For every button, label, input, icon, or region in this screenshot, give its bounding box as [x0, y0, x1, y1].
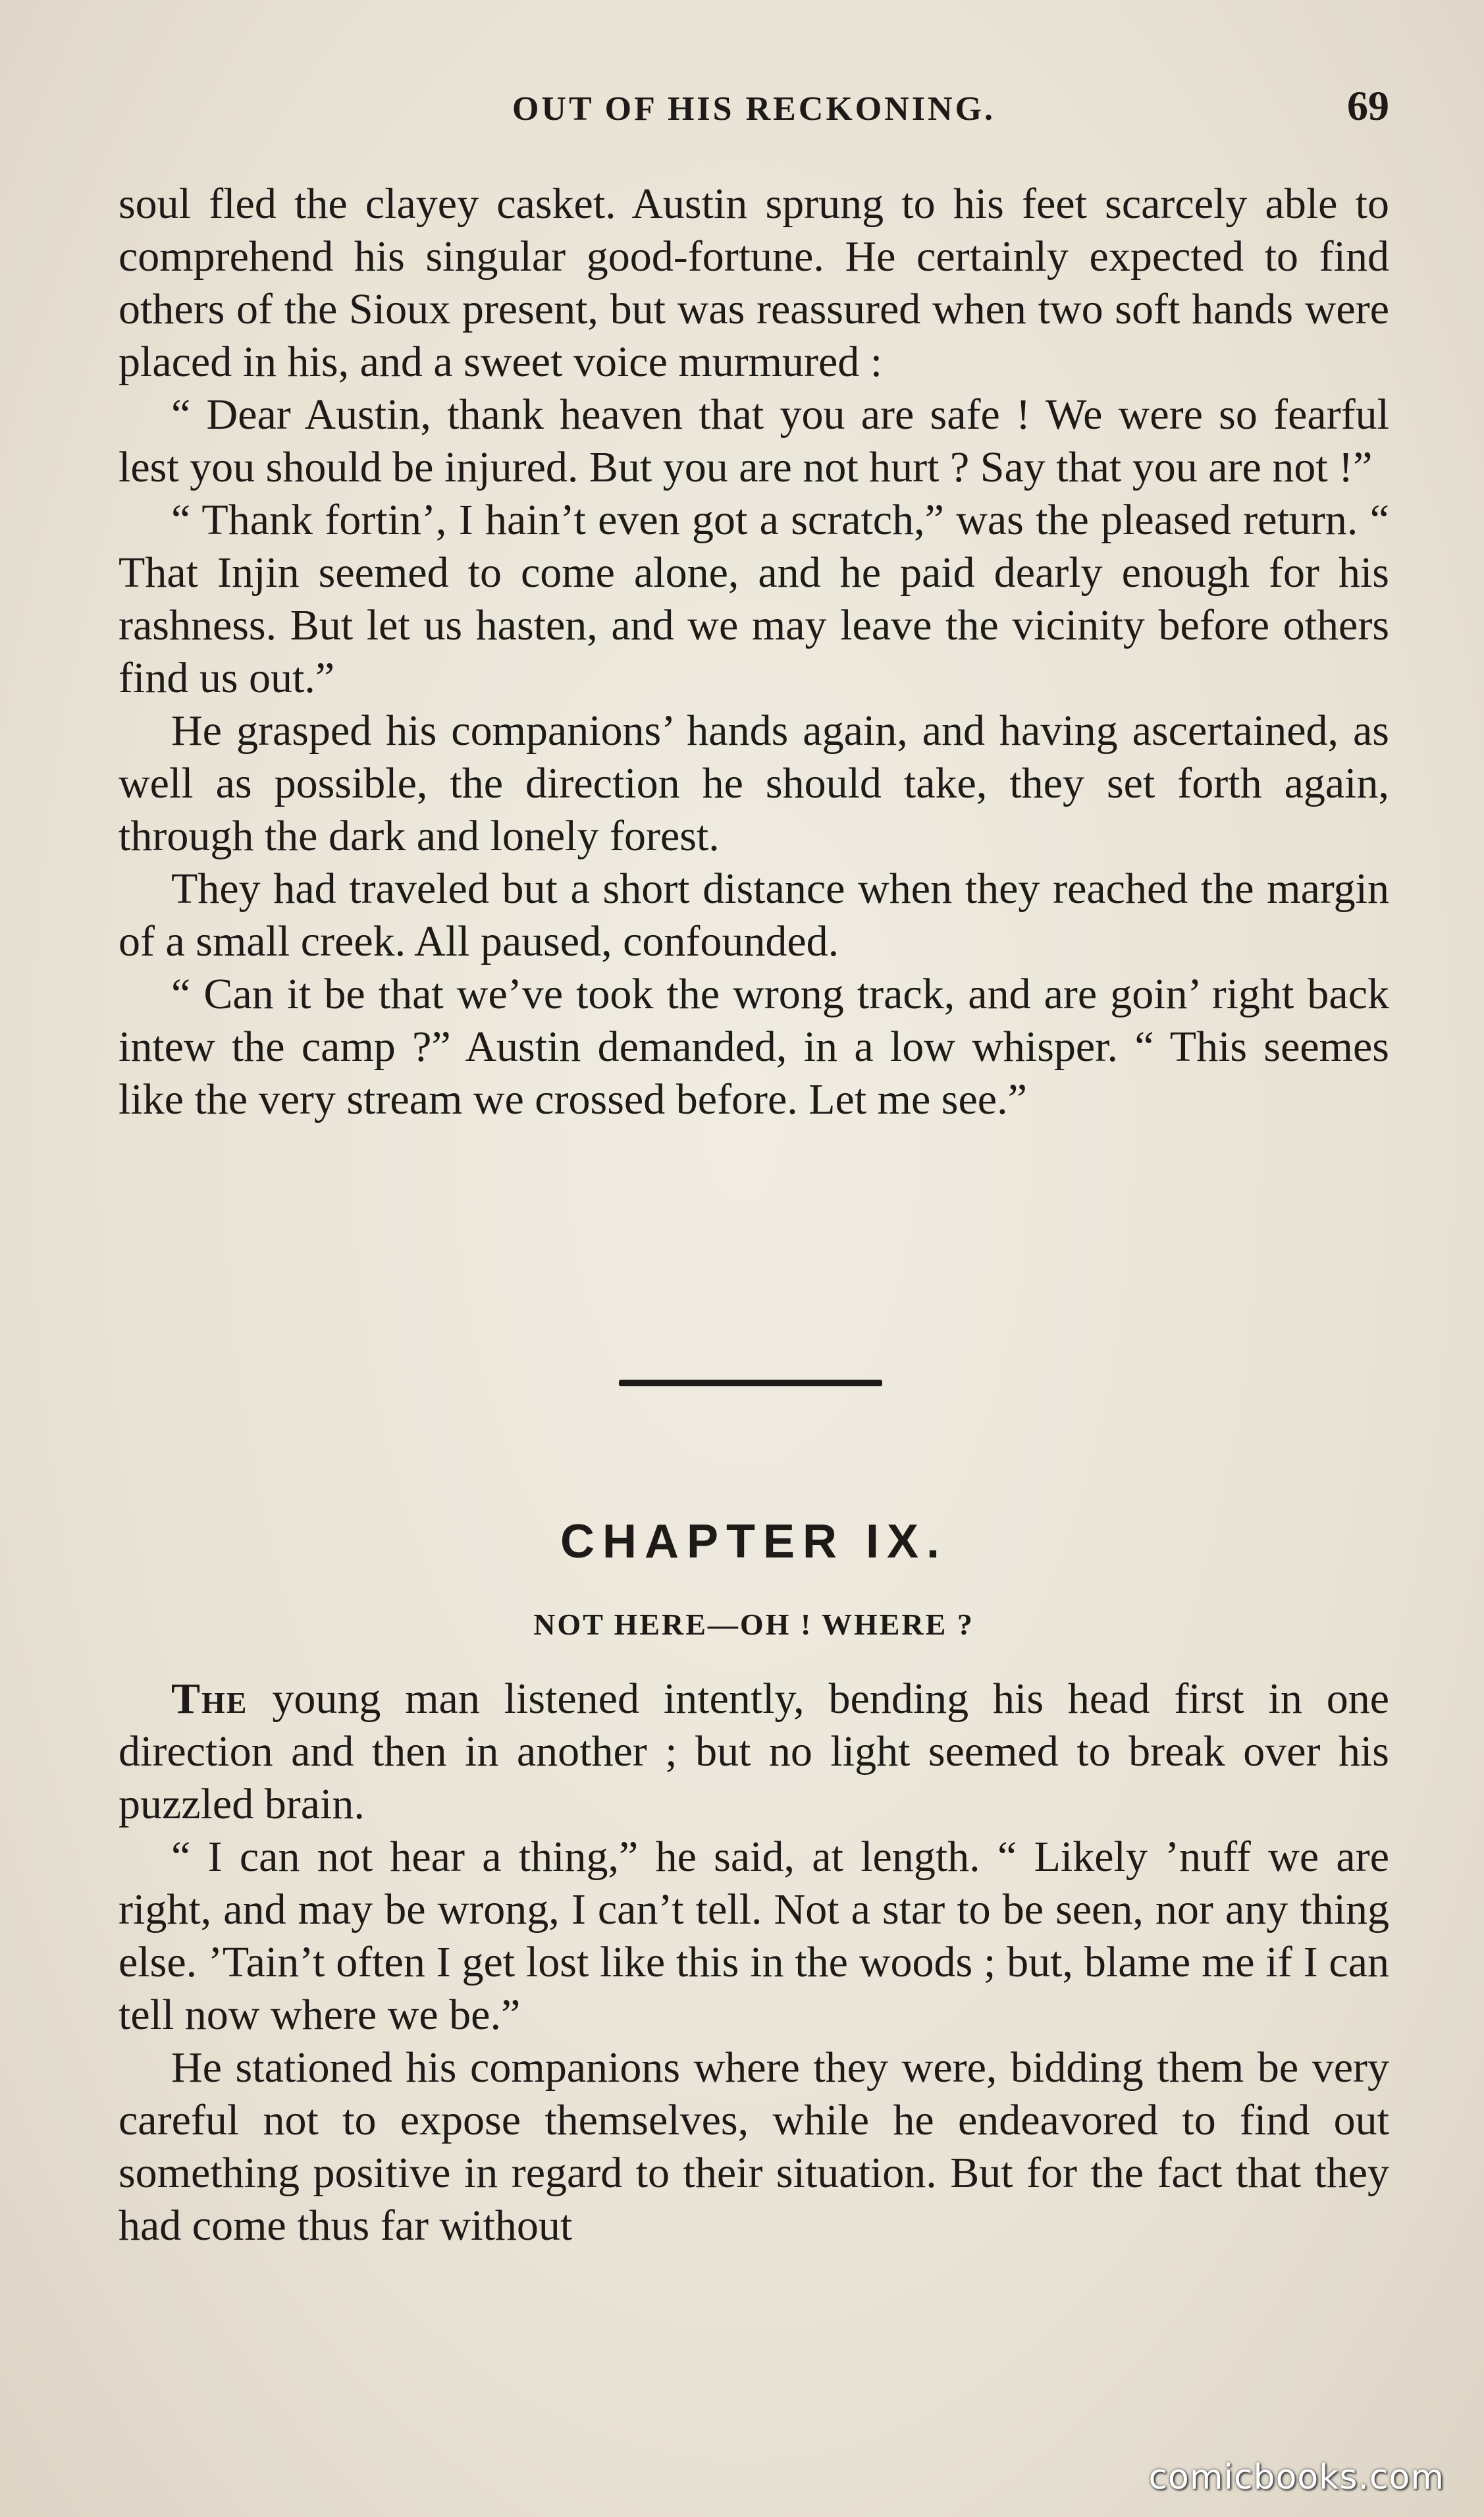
- page-number: 69: [1347, 82, 1389, 129]
- paragraph-text: young man listened intently, bending his head first in one direction and then in another ; but no light seemed to break over his puzzled brain.: [119, 1675, 1389, 1828]
- paragraph: “ Thank fortin’, I hain’t even got a scratch,” was the pleased return. “ That Injin seemed to come alone, and he paid dearly enough for his rashness. But let us hasten, and we may leave the vicinity before others find us out.”: [119, 496, 1389, 702]
- chapter-opening-word: The: [171, 1675, 248, 1723]
- chapter-subtitle: NOT HERE—OH ! WHERE ?: [533, 1608, 974, 1641]
- paragraph: They had traveled but a short distance when they reached the margin of a small creek. All paused, confounded.: [119, 865, 1389, 965]
- paragraph: “ I can not hear a thing,” he said, at length. “ Likely ’nuff we are right, and may be wrong, I can’t tell. Not a star to be seen, nor any thing else. ’Tain’t often I get lost like this in the woods ; but, blame me if I can tell now where we be.”: [119, 1833, 1389, 2039]
- paragraph: “ Can it be that we’ve took the wrong track, and are goin’ right back intew the camp ?” Austin demanded, in a low whisper. “ This seemes like the very stream we crossed before. Let me see.”: [119, 970, 1389, 1123]
- body-text-top: [119, 178, 1389, 1126]
- paragraph: “ Dear Austin, thank heaven that you are safe ! We were so fearful lest you should be injured. But you are not hurt ? Say that you are not !”: [119, 391, 1389, 491]
- chapter-heading: CHAPTER IX.: [560, 1515, 948, 1568]
- paragraph: [119, 1673, 1389, 1831]
- paragraph: He stationed his companions where they were, bidding them be very careful not to expose themselves, while he endeavored to find out something positive in regard to their situation. But for the fact that they had come thus far without: [119, 2043, 1389, 2250]
- running-head: [119, 78, 1389, 137]
- site-watermark: comicbooks.com: [1148, 2458, 1444, 2497]
- body-text-bottom: [119, 1673, 1389, 2252]
- section-rule: [619, 1380, 882, 1386]
- paragraph: soul fled the clayey casket. Austin sprung to his feet scarcely able to comprehend his singular good-fortune. He certainly expected to find others of the Sioux present, but was reassured when two soft hands were placed in his, and a sweet voice murmured :: [119, 180, 1389, 386]
- paragraph: He grasped his companions’ hands again, and having ascertained, as well as possible, the direction he should take, they set forth again, through the dark and lonely forest.: [119, 707, 1389, 860]
- running-title: OUT OF HIS RECKONING.: [512, 90, 996, 128]
